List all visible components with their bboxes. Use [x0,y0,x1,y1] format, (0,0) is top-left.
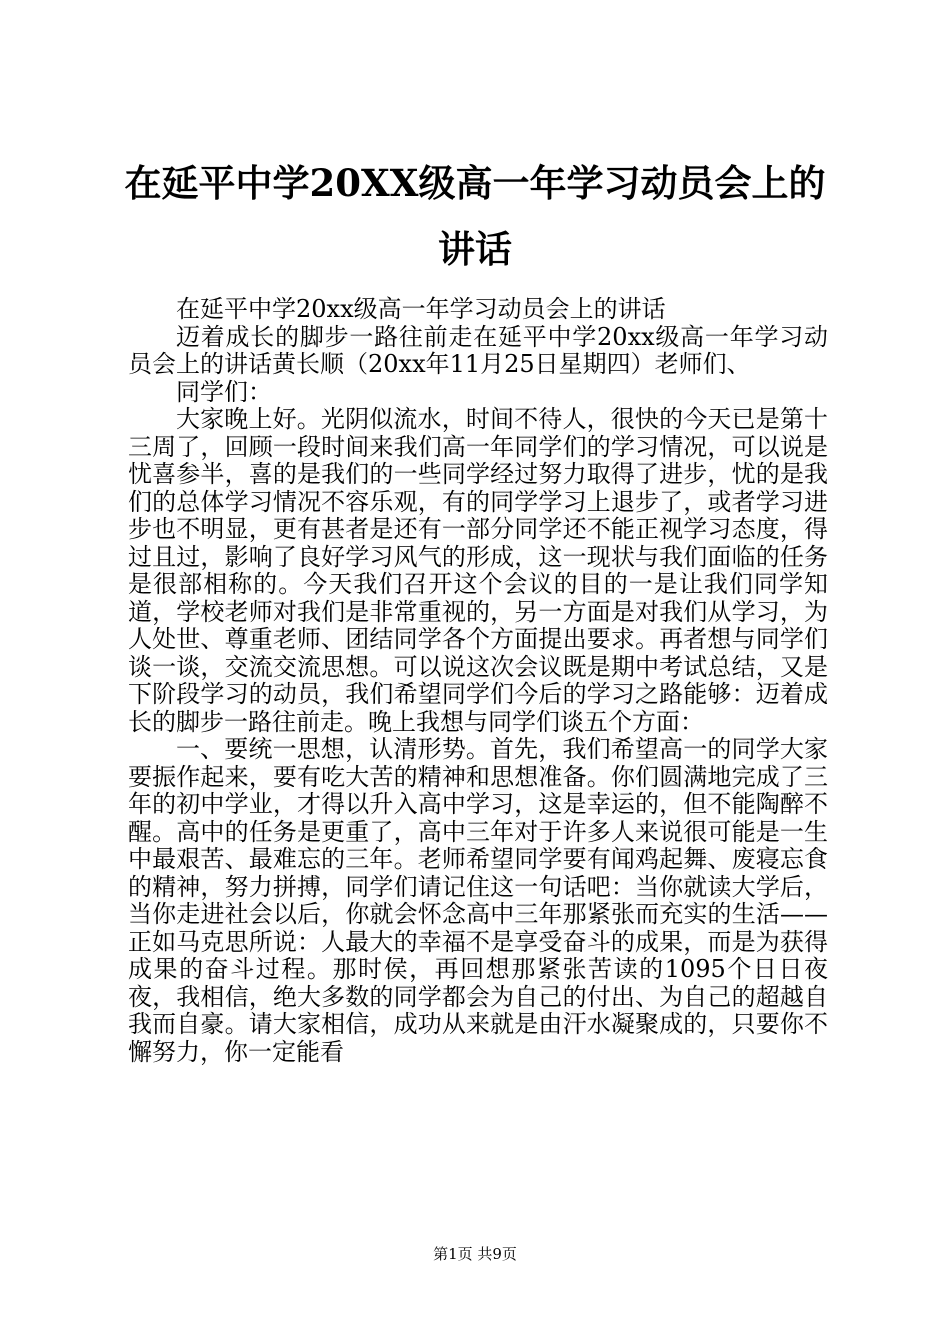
paragraph-subtitle: 迈着成长的脚步一路往前走在延平中学20xx级高一年学习动员会上的讲话黄长顺（20xx年11月25日星期四）老师们、 [128,322,828,378]
paragraph-opening: 大家晚上好。光阴似流水，时间不待人，很快的今天已是第十三周了，回顾一段时间来我们高一年同学们的学习情况，可以说是忧喜参半，喜的是我们的一些同学经过努力取得了进步，忧的是我们的总体学习情况不容乐观，有的同学学习上退步了，或者学习进步也不明显，更有甚者是还有一部分同学还不能正视学习态度，得过且过，影响了良好学习风气的形成，这一现状与我们面临的任务是很部相称的。今天我们召开这个会议的目的一是让我们同学知道，学校老师对我们是非常重视的，另一方面是对我们从学习，为人处世、尊重老师、团结同学各个方面提出要求。再者想与同学们谈一谈，交流交流思想。可以说这次会议既是期中考试总结，又是下阶段学习的动员，我们希望同学们今后的学习之路能够：迈着成长的脚步一路往前走。晚上我想与同学们谈五个方面： [128,405,828,736]
paragraph-heading-repeat: 在延平中学20xx级高一年学习动员会上的讲话 [176,295,666,323]
page-footer: 第1页 共9页 [433,1245,517,1263]
paragraph-point-one: 一、要统一思想，认清形势。首先，我们希望高一的同学大家要振作起来，要有吃大苦的精神和思想准备。你们圆满地完成了三年的初中学业，才得以升入高中学习，这是幸运的，但不能陶醉不醒。高中的任务是更重了，高中三年对于许多人来说很可能是一生中最艰苦、最难忘的三年。老师希望同学要有闻鸡起舞、废寝忘食的精神，努力拼搏，同学们请记住这一句话吧：当你就读大学后，当你走进社会以后，你就会怀念高中三年那紧张而充实的生活——正如马克思所说：人最大的幸福不是享受奋斗的成果，而是为获得成果的奋斗过程。那时侯，再回想那紧张苦读的1095个日日夜夜，我相信，绝大多数的同学都会为自己的付出、为自己的超越自我而自豪。请大家相信，成功从来就是由汗水凝聚成的，只要你不懈努力，你一定能看 [128,735,828,1066]
document-body [128,296,828,1066]
document-title: 在延平中学20XX级高一年学习动员会上的讲话 [124,161,826,271]
paragraph-salutation: 同学们： [176,377,272,406]
